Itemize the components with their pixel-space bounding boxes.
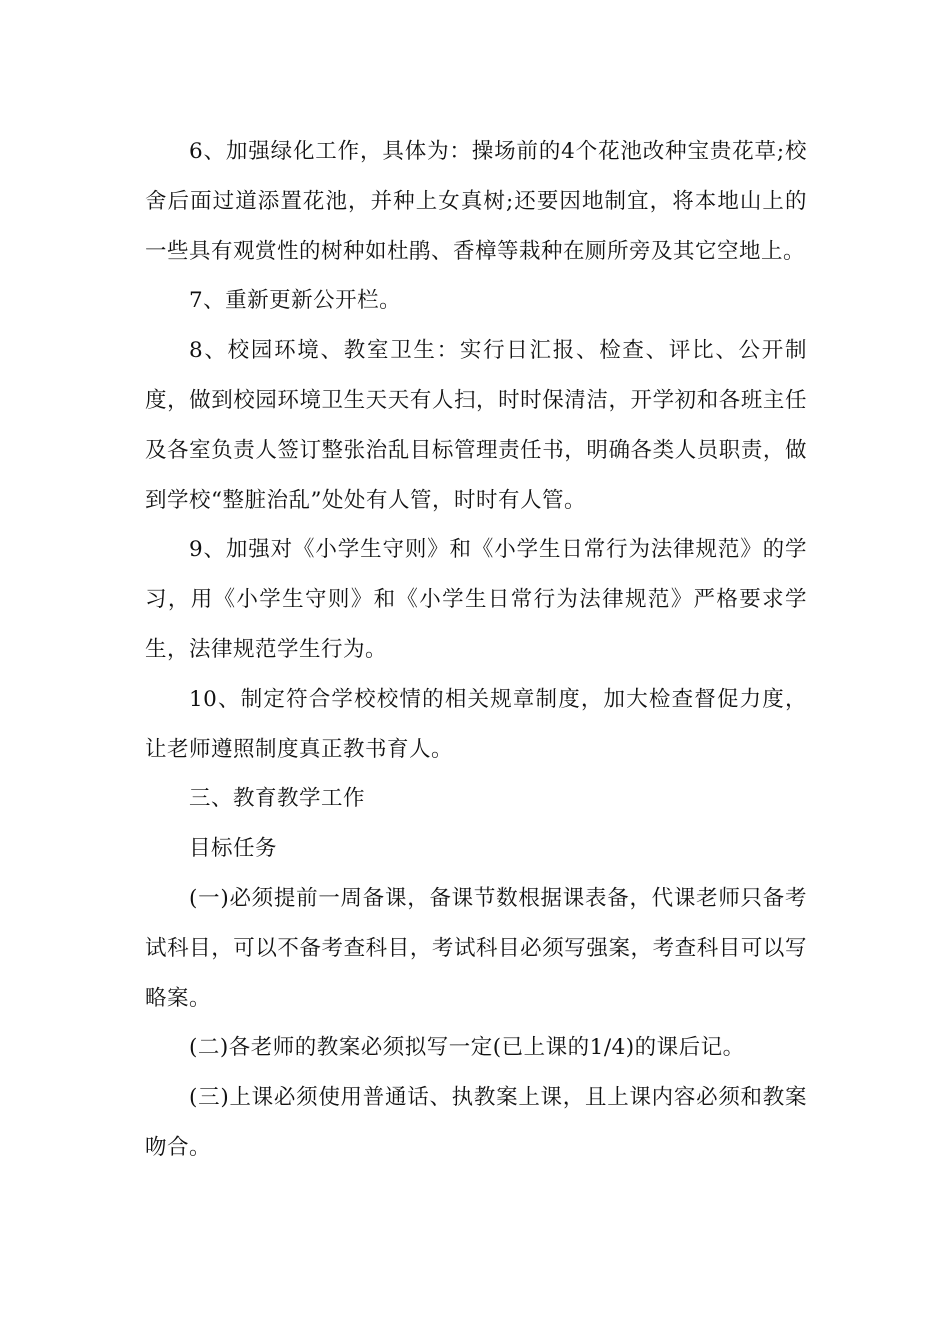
paragraph-lesson-notes: (二)各老师的教案必须拟写一定(已上课的1/4)的课后记。 bbox=[189, 1035, 745, 1061]
paragraph-student-rules: 9、加强对《小学生守则》和《小学生日常行为法律规范》的学习，用《小学生守则》和《小学生日常行为法律规范》严格要求学生，法律规范学生行为。 bbox=[145, 537, 807, 662]
paragraph-greening: 6、加强绿化工作，具体为：操场前的4个花池改种宝贵花草;校舍后面过道添置花池，并种上女真树;还要因地制宜，将本地山上的一些具有观赏性的树种如杜鹃、香樟等栽种在厕所旁及其它空地上。 bbox=[145, 139, 807, 264]
paragraph-classroom-teaching: (三)上课必须使用普通话、执教案上课，且上课内容必须和教案吻合。 bbox=[145, 1085, 807, 1160]
section-heading-teaching: 三、教育教学工作 bbox=[189, 786, 366, 812]
paragraph-regulations: 10、制定符合学校校情的相关规章制度，加大检查督促力度，让老师遵照制度真正教书育人。 bbox=[145, 686, 807, 762]
document-body bbox=[145, 127, 807, 1173]
paragraph-bulletin-board: 7、重新更新公开栏。 bbox=[189, 288, 402, 314]
paragraph-lesson-prep: (一)必须提前一周备课，备课节数根据课表备，代课老师只备考试科目，可以不备考查科目，考试科目必须写强案，考查科目可以写略案。 bbox=[145, 885, 807, 1011]
subheading-goals: 目标任务 bbox=[189, 836, 278, 862]
paragraph-campus-hygiene: 8、校园环境、教室卫生：实行日汇报、检查、评比、公开制度，做到校园环境卫生天天有人扫，时时保清洁，开学初和各班主任及各室负责人签订整张治乱目标管理责任书，明确各类人员职责，做到学校“整脏治乱”处处有人管，时时有人管。 bbox=[145, 338, 807, 513]
